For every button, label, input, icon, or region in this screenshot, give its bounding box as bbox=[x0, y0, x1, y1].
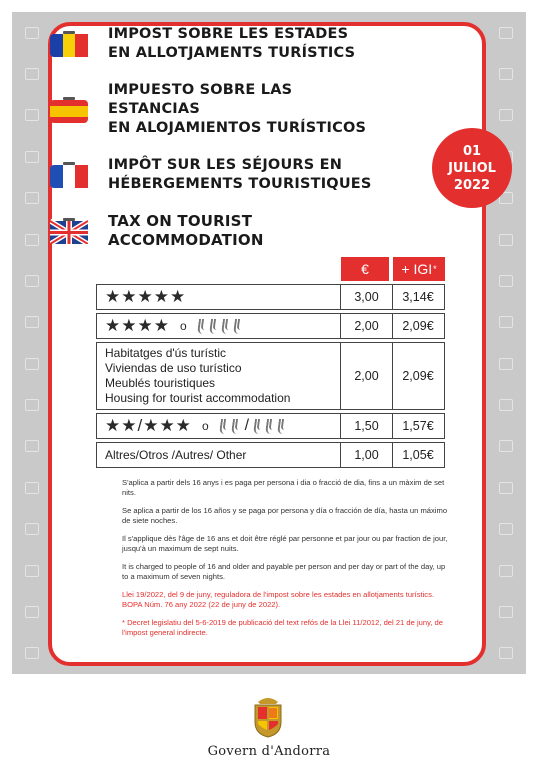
row-label bbox=[97, 285, 341, 309]
note-decree-reference: * Decret legislatiu del 5-6-2019 de publicació del text refós de la Llei 11/2012, del 21 de juny, de l'impost general indirecte. bbox=[122, 618, 443, 637]
or-word: o bbox=[179, 319, 188, 333]
three-wheat-icon bbox=[254, 419, 287, 434]
row-label bbox=[97, 314, 341, 338]
price-igi-cell: 2,09€ bbox=[392, 314, 443, 338]
price-igi-cell: 2,09€ bbox=[392, 343, 443, 409]
price-cell: 2,00 bbox=[354, 369, 379, 383]
column-header-igi bbox=[393, 257, 445, 281]
title-line: HÉBERGEMENTS TOURISTIQUES bbox=[108, 176, 372, 192]
four-wheat-icon bbox=[198, 319, 243, 334]
price-cell: 1,00 bbox=[354, 448, 379, 462]
title-line: IMPUESTO SOBRE LAS ESTANCIAS bbox=[108, 82, 293, 117]
row-label-text: Altres/Otros /Autres/ Other bbox=[105, 448, 247, 462]
title-english bbox=[50, 212, 380, 250]
decorative-icons-right bbox=[494, 12, 518, 674]
price-table bbox=[96, 284, 445, 471]
title-line: TAX ON TOURIST ACCOMMODATION bbox=[108, 212, 264, 249]
note-catalan: S'aplica a partir dels 16 anys i es paga per persona i dia o fracció de dia, fins a un màxim de set nits. bbox=[122, 478, 445, 497]
notes-section bbox=[122, 478, 452, 646]
title-line: EN ALOJAMIENTOS TURÍSTICOS bbox=[108, 120, 367, 136]
row-label-line: Viviendas de uso turístico bbox=[105, 361, 242, 375]
badge-day: 01 bbox=[462, 143, 482, 159]
date-badge bbox=[432, 128, 512, 208]
asterisk-mark: * bbox=[433, 264, 437, 274]
table-row bbox=[96, 342, 445, 410]
column-header-euro-label: € bbox=[361, 261, 369, 277]
france-flag-icon bbox=[50, 162, 88, 188]
price-cell: 1,50 bbox=[354, 419, 379, 433]
note-law-reference: Llei 19/2022, del 9 de juny, reguladora de l'impost sobre les estades en allotjaments turístics. BOPA Núm. 76 any 2022 (22 de juny de 2022). bbox=[122, 590, 434, 609]
table-row bbox=[96, 442, 445, 468]
row-label bbox=[97, 443, 341, 467]
title-list bbox=[50, 25, 380, 268]
table-row bbox=[96, 313, 445, 339]
price-igi-cell: 1,57€ bbox=[392, 414, 443, 438]
title-line: IMPOST SOBRE LES ESTADES bbox=[108, 26, 349, 42]
column-header-igi-label: + IGI bbox=[401, 261, 433, 277]
decorative-icons-left bbox=[20, 12, 44, 674]
two-three-star-or-wheat bbox=[105, 416, 332, 436]
table-row bbox=[96, 284, 445, 310]
row-label bbox=[97, 414, 341, 438]
title-line: EN ALLOTJAMENTS TURÍSTICS bbox=[108, 45, 356, 61]
row-label-line: Habitatges d'ús turístic bbox=[105, 346, 227, 360]
title-spanish bbox=[50, 81, 380, 138]
price-cell: 2,00 bbox=[354, 319, 379, 333]
andorra-coat-of-arms-icon bbox=[250, 694, 286, 738]
title-french bbox=[50, 156, 380, 194]
price-cell: 3,00 bbox=[354, 290, 379, 304]
slash-separator: / bbox=[244, 417, 251, 434]
four-star-icon: ★★★★ bbox=[105, 316, 170, 335]
govern-andorra-wordmark: Govern d'Andorra bbox=[207, 744, 331, 759]
andorra-flag-icon bbox=[50, 31, 88, 57]
row-label bbox=[97, 343, 341, 409]
note-english: It is charged to people of 16 and older and payable per person and per day or part of the day, up to a maximum of seven nights. bbox=[122, 562, 446, 581]
row-label-line: Meublés touristiques bbox=[105, 376, 216, 390]
table-row bbox=[96, 413, 445, 439]
or-word: o bbox=[201, 419, 210, 433]
column-header-euro bbox=[341, 257, 389, 281]
two-wheat-icon bbox=[220, 419, 241, 434]
title-line: IMPÔT SUR LES SÉJOURS EN bbox=[108, 157, 343, 173]
badge-year: 2022 bbox=[453, 177, 491, 193]
note-spanish: Se aplica a partir de los 16 años y se paga por persona y día o fracción de día, hasta un máximo de siete noches. bbox=[122, 506, 448, 525]
price-igi-cell: 1,05€ bbox=[392, 443, 443, 467]
uk-flag-icon bbox=[50, 218, 88, 244]
badge-month: JULIOL bbox=[448, 160, 496, 176]
spain-flag-icon bbox=[50, 97, 88, 123]
two-three-star-icon: ★★/★★★ bbox=[105, 416, 192, 435]
note-french: Il s'applique dès l'âge de 16 ans et doit être réglé par personne et par jour ou par fraction de jour, jusqu'à un maximum de sept nuits. bbox=[122, 534, 448, 553]
price-igi-cell: 3,14€ bbox=[392, 285, 443, 309]
five-star-icon: ★★★★★ bbox=[105, 287, 187, 306]
title-catalan bbox=[50, 25, 380, 63]
four-star-or-four-wheat bbox=[105, 316, 332, 336]
row-label-line: Housing for tourist accommodation bbox=[105, 391, 291, 405]
